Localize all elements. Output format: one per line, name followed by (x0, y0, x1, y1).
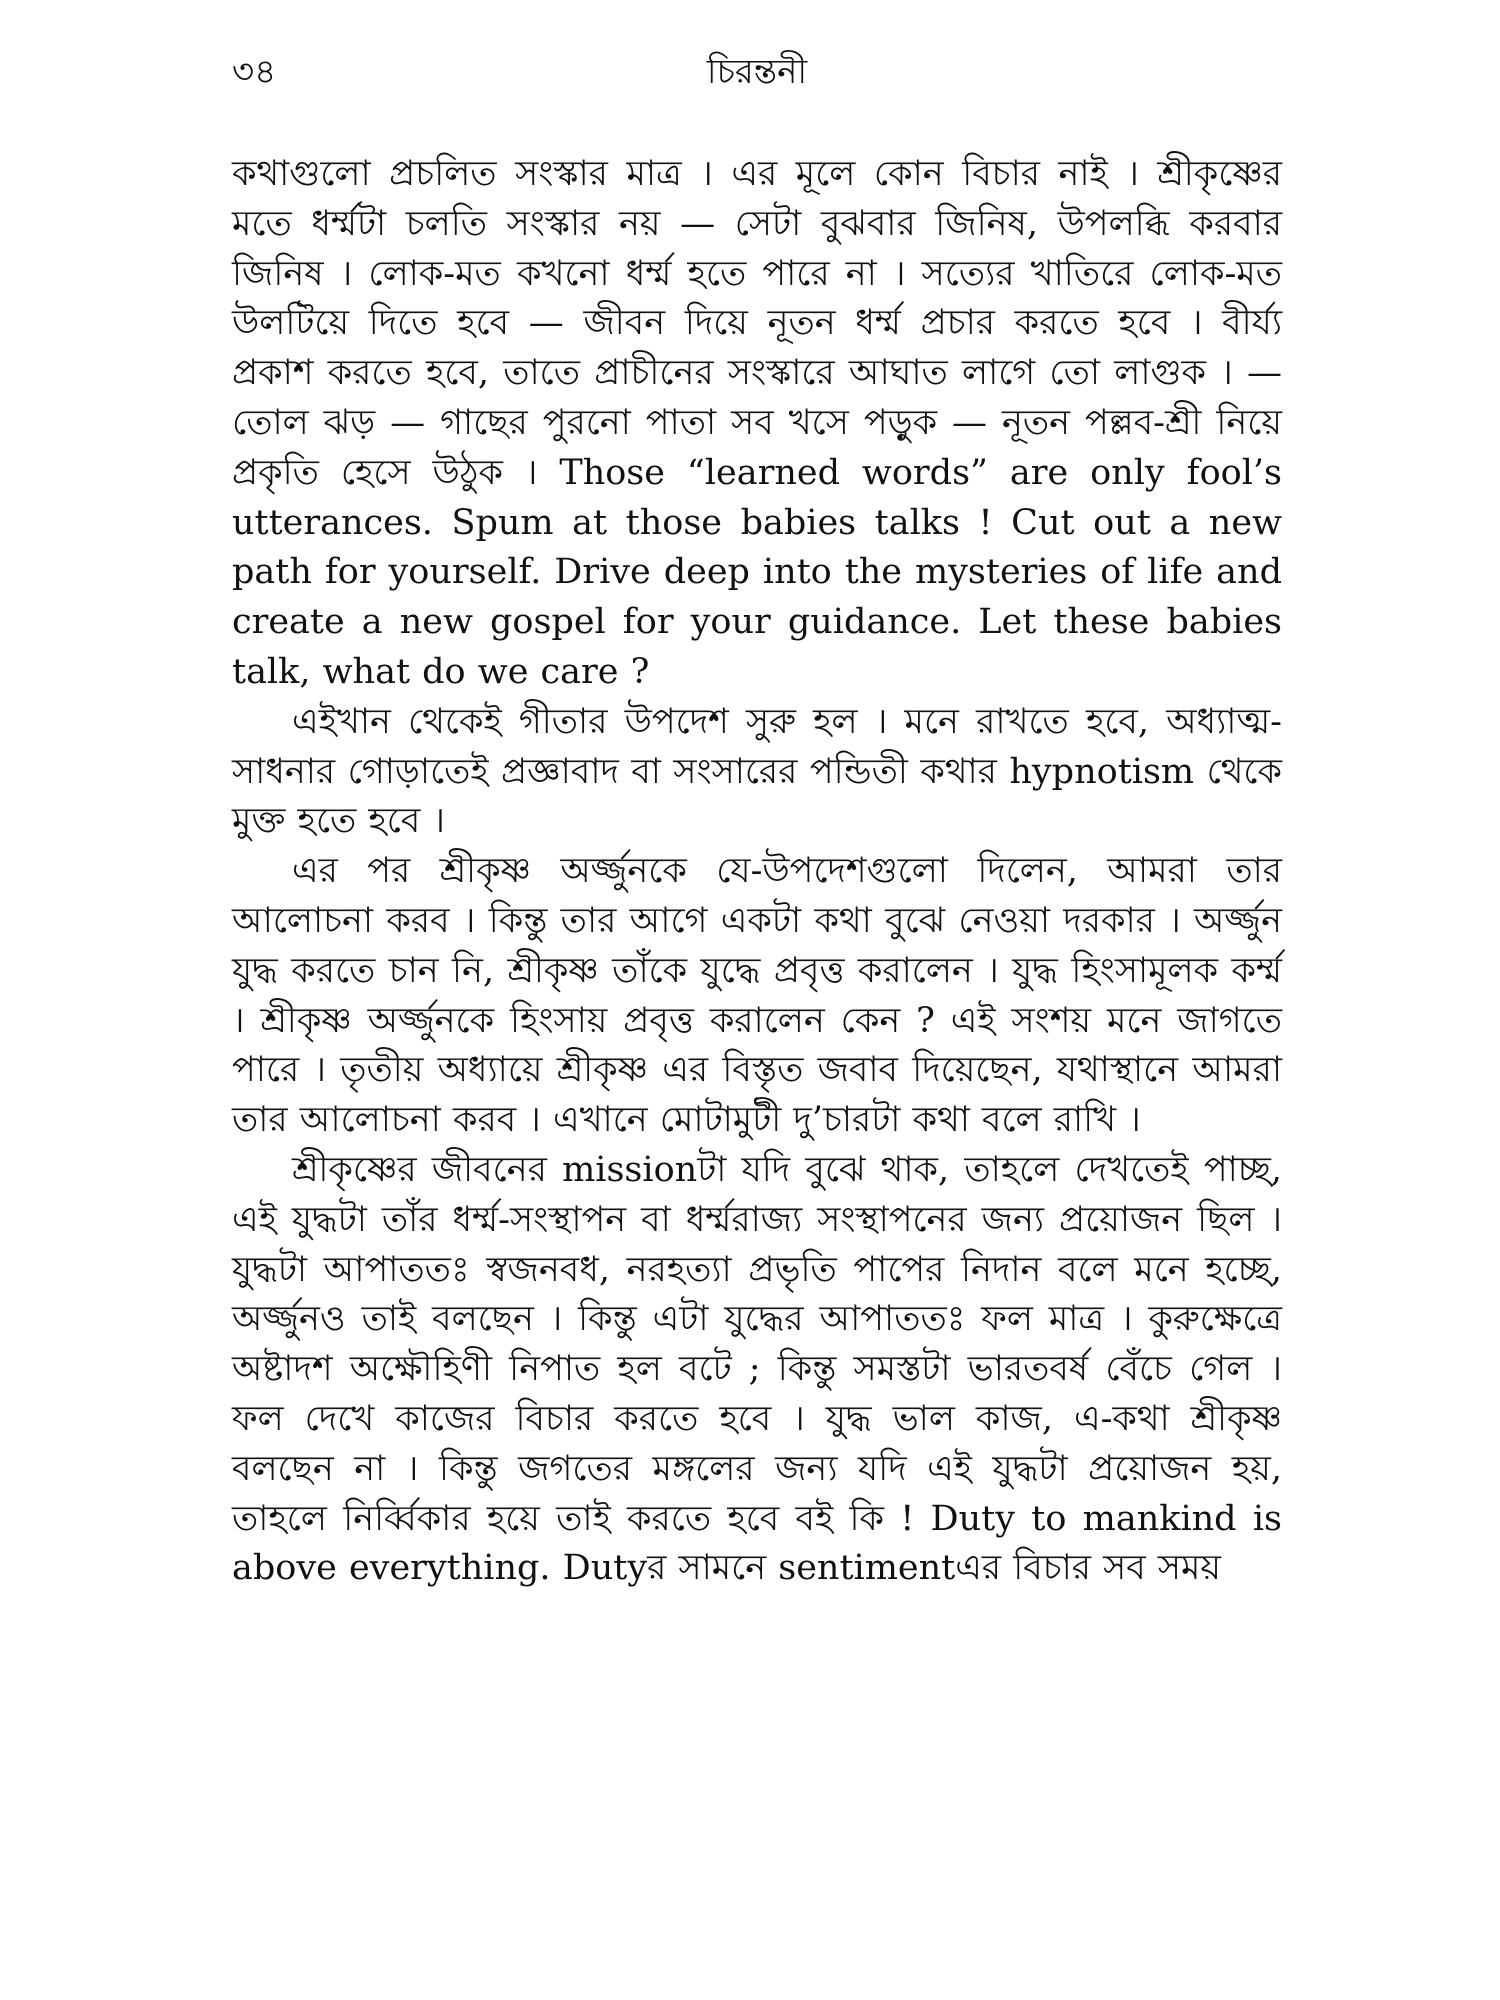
paragraph-4: শ্রীকৃষ্ণের জীবনের missionটা যদি বুঝে থাক, তাহলে দেখতেই পাচ্ছ, এই যুদ্ধটা তাঁর ধর্ম্ম-সংস্থাপন বা ধর্ম্মরাজ্য সংস্থাপনের জন্য প্রয়োজন ছিল । যুদ্ধটা আপাততঃ স্বজনবধ, নরহত্যা প্রভৃতি পাপের নিদান বলে মনে হচ্ছে, অর্জ্জুনও তাই বলছেন । কিন্তু এটা যুদ্ধের আপাততঃ ফল মাত্র । কুরুক্ষেত্রে অষ্টাদশ অক্ষৌহিণী নিপাত হল বটে ; কিন্তু সমস্তটা ভারতবর্ষ বেঁচে গেল । ফল দেখে কাজের বিচার করতে হবে । যুদ্ধ ভাল কাজ, এ-কথা শ্রীকৃষ্ণ বলছেন না । কিন্তু জগতের মঙ্গলের জন্য যদি এই যুদ্ধটা প্রয়োজন হয়, তাহলে নির্ব্বিকার হয়ে তাই করতে হবে বই কি ! Duty to mankind is above everything. Dutyর সামনে sentimentএর বিচার সব সময় (232, 1149, 1282, 1589)
page-number: ৩৪ (232, 52, 277, 92)
body-text (232, 150, 1282, 1594)
running-title: চিরন্তনী (706, 52, 808, 92)
paragraph-1: কথাগুলো প্রচলিত সংস্কার মাত্র । এর মূলে কোন বিচার নাই । শ্রীকৃষ্ণের মতে ধর্ম্মটা চলতি সংস্কার নয় — সেটা বুঝবার জিনিষ, উপলব্ধি করবার জিনিষ । লোক-মত কখনো ধর্ম্ম হতে পারে না । সত্যের খাতিরে লোক-মত উলটিয়ে দিতে হবে — জীবন দিয়ে নূতন ধর্ম্ম প্রচার করতে হবে । বীর্য্য প্রকাশ করতে হবে, তাতে প্রাচীনের সংস্কারে আঘাত লাগে তো লাগুক । — তোল ঝড় — গাছের পুরনো পাতা সব খসে পড়ুক — নূতন পল্লব-শ্রী নিয়ে প্রকৃতি হেসে উঠুক । Those “learned words” are only fool’s utterances. Spum at those babies talks ! Cut out a new path for yourself. Drive deep into the mysteries of life and create a new gospel for your guidance. Let these babies talk, what do we care ? (232, 154, 1282, 692)
paragraph-3: এর পর শ্রীকৃষ্ণ অর্জ্জুনকে যে-উপদেশগুলো দিলেন, আমরা তার আলোচনা করব । কিন্তু তার আগে একটা কথা বুঝে নেওয়া দরকার । অর্জ্জুন যুদ্ধ করতে চান নি, শ্রীকৃষ্ণ তাঁকে যুদ্ধে প্রবৃত্ত করালেন । যুদ্ধ হিংসামূলক কর্ম্ম । শ্রীকৃষ্ণ অর্জ্জুনকে হিংসায় প্রবৃত্ত করালেন কেন ? এই সংশয় মনে জাগতে পারে । তৃতীয় অধ্যায়ে শ্রীকৃষ্ণ এর বিস্তৃত জবাব দিয়েছেন, যথাস্থানে আমরা তার আলোচনা করব । এখানে মোটামুটী দু’চারটা কথা বলে রাখি । (232, 851, 1282, 1141)
page-header (232, 42, 1282, 102)
paragraph-2: এইখান থেকেই গীতার উপদেশ সুরু হল । মনে রাখতে হবে, অধ্যাত্ম-সাধনার গোড়াতেই প্রজ্ঞাবাদ বা সংসারের পন্ডিতী কথার hypnotism থেকে মুক্ত হতে হবে । (232, 701, 1282, 842)
